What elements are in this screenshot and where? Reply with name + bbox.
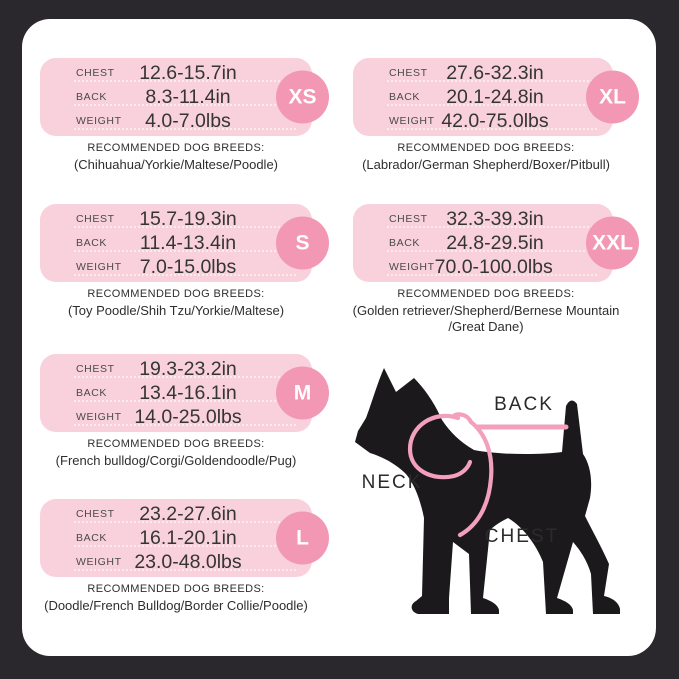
measurement-row — [40, 231, 312, 255]
breeds-block — [28, 288, 324, 319]
measurement-row — [353, 231, 613, 255]
back-value: 11.4-13.4in — [139, 231, 237, 254]
measurement-row — [353, 255, 613, 279]
back-value: 16.1-20.1in — [139, 526, 237, 549]
size-card-xl — [353, 58, 626, 136]
back-label: BACK — [76, 237, 107, 249]
size-chart-panel — [22, 19, 656, 656]
chest-label: CHEST — [76, 67, 115, 79]
weight-value: 4.0-7.0lbs — [145, 109, 231, 132]
size-card-s — [40, 204, 312, 282]
breeds-block — [28, 438, 324, 469]
size-badge: L — [276, 512, 329, 565]
back-value: 8.3-11.4in — [145, 85, 231, 108]
breeds-heading: RECOMMENDED DOG BREEDS: — [397, 142, 575, 154]
back-value: 24.8-29.5in — [446, 231, 544, 254]
measurement-row — [353, 61, 613, 85]
back-label: BACK — [76, 91, 107, 103]
chest-label: CHEST — [389, 67, 428, 79]
chest-value: 32.3-39.3in — [446, 207, 544, 230]
weight-label: WEIGHT — [76, 261, 122, 273]
weight-label: WEIGHT — [76, 411, 122, 423]
measurement-row — [40, 526, 312, 550]
breeds-heading: RECOMMENDED DOG BREEDS: — [397, 288, 575, 300]
breeds-heading: RECOMMENDED DOG BREEDS: — [87, 583, 265, 595]
weight-value: 70.0-100.0lbs — [434, 255, 553, 278]
breeds-list: (Golden retriever/Shepherd/Bernese Mountain /Great Dane) — [352, 303, 620, 335]
chest-label: CHEST — [76, 213, 115, 225]
breeds-list: (French bulldog/Corgi/Goldendoodle/Pug) — [55, 453, 297, 468]
back-value: 13.4-16.1in — [139, 381, 237, 404]
chest-value: 19.3-23.2in — [139, 357, 237, 380]
back-label: BACK — [389, 91, 420, 103]
weight-label: WEIGHT — [389, 115, 435, 127]
breeds-heading: RECOMMENDED DOG BREEDS: — [87, 438, 265, 450]
back-value: 20.1-24.8in — [446, 85, 544, 108]
measurement-row — [40, 357, 312, 381]
chest-label: CHEST — [76, 508, 115, 520]
measurement-row — [40, 255, 312, 279]
size-badge: S — [276, 217, 329, 270]
chest-diagram-label: CHEST — [484, 526, 560, 547]
size-badge: XL — [586, 71, 639, 124]
measurement-row — [40, 381, 312, 405]
breeds-heading: RECOMMENDED DOG BREEDS: — [87, 142, 265, 154]
size-card-m — [40, 354, 312, 432]
size-badge: M — [276, 367, 329, 420]
measurement-row — [40, 61, 312, 85]
breeds-list: (Doodle/French Bulldog/Border Collie/Poodle) — [44, 598, 308, 613]
measurement-row — [40, 85, 312, 109]
weight-value: 14.0-25.0lbs — [134, 405, 242, 428]
measurement-row — [353, 109, 613, 133]
measurement-row — [40, 502, 312, 526]
breeds-list: (Toy Poodle/Shih Tzu/Yorkie/Maltese) — [67, 303, 285, 318]
chest-label: CHEST — [76, 363, 115, 375]
dog-measurement-diagram — [350, 358, 650, 658]
chest-value: 27.6-32.3in — [446, 61, 544, 84]
breeds-list: (Chihuahua/Yorkie/Maltese/Poodle) — [73, 157, 279, 172]
weight-label: WEIGHT — [76, 115, 122, 127]
weight-value: 42.0-75.0lbs — [441, 109, 549, 132]
measurement-row — [353, 207, 613, 231]
size-badge: XS — [276, 71, 329, 124]
measurement-row — [353, 85, 613, 109]
back-label: BACK — [76, 387, 107, 399]
size-badge: XXL — [586, 217, 639, 270]
breeds-block — [22, 583, 330, 614]
measurement-row — [40, 207, 312, 231]
breeds-block — [336, 142, 636, 173]
measurement-row — [40, 109, 312, 133]
chest-value: 15.7-19.3in — [139, 207, 237, 230]
breeds-block — [340, 288, 632, 336]
weight-label: WEIGHT — [76, 556, 122, 568]
neck-diagram-label: NECK — [361, 472, 423, 493]
weight-value: 23.0-48.0lbs — [134, 550, 242, 573]
breeds-block — [28, 142, 324, 173]
measurement-row — [40, 405, 312, 429]
back-label: BACK — [76, 532, 107, 544]
back-label: BACK — [389, 237, 420, 249]
chest-value: 12.6-15.7in — [139, 61, 237, 84]
chest-label: CHEST — [389, 213, 428, 225]
size-card-xxl — [353, 204, 633, 282]
size-card-l — [40, 499, 312, 577]
measurement-row — [40, 550, 312, 574]
weight-value: 7.0-15.0lbs — [139, 255, 237, 278]
chest-value: 23.2-27.6in — [139, 502, 237, 525]
breeds-list: (Labrador/German Shepherd/Boxer/Pitbull) — [362, 157, 610, 172]
weight-label: WEIGHT — [389, 261, 435, 273]
breeds-heading: RECOMMENDED DOG BREEDS: — [87, 288, 265, 300]
back-diagram-label: BACK — [494, 394, 554, 415]
size-card-xs — [40, 58, 317, 136]
